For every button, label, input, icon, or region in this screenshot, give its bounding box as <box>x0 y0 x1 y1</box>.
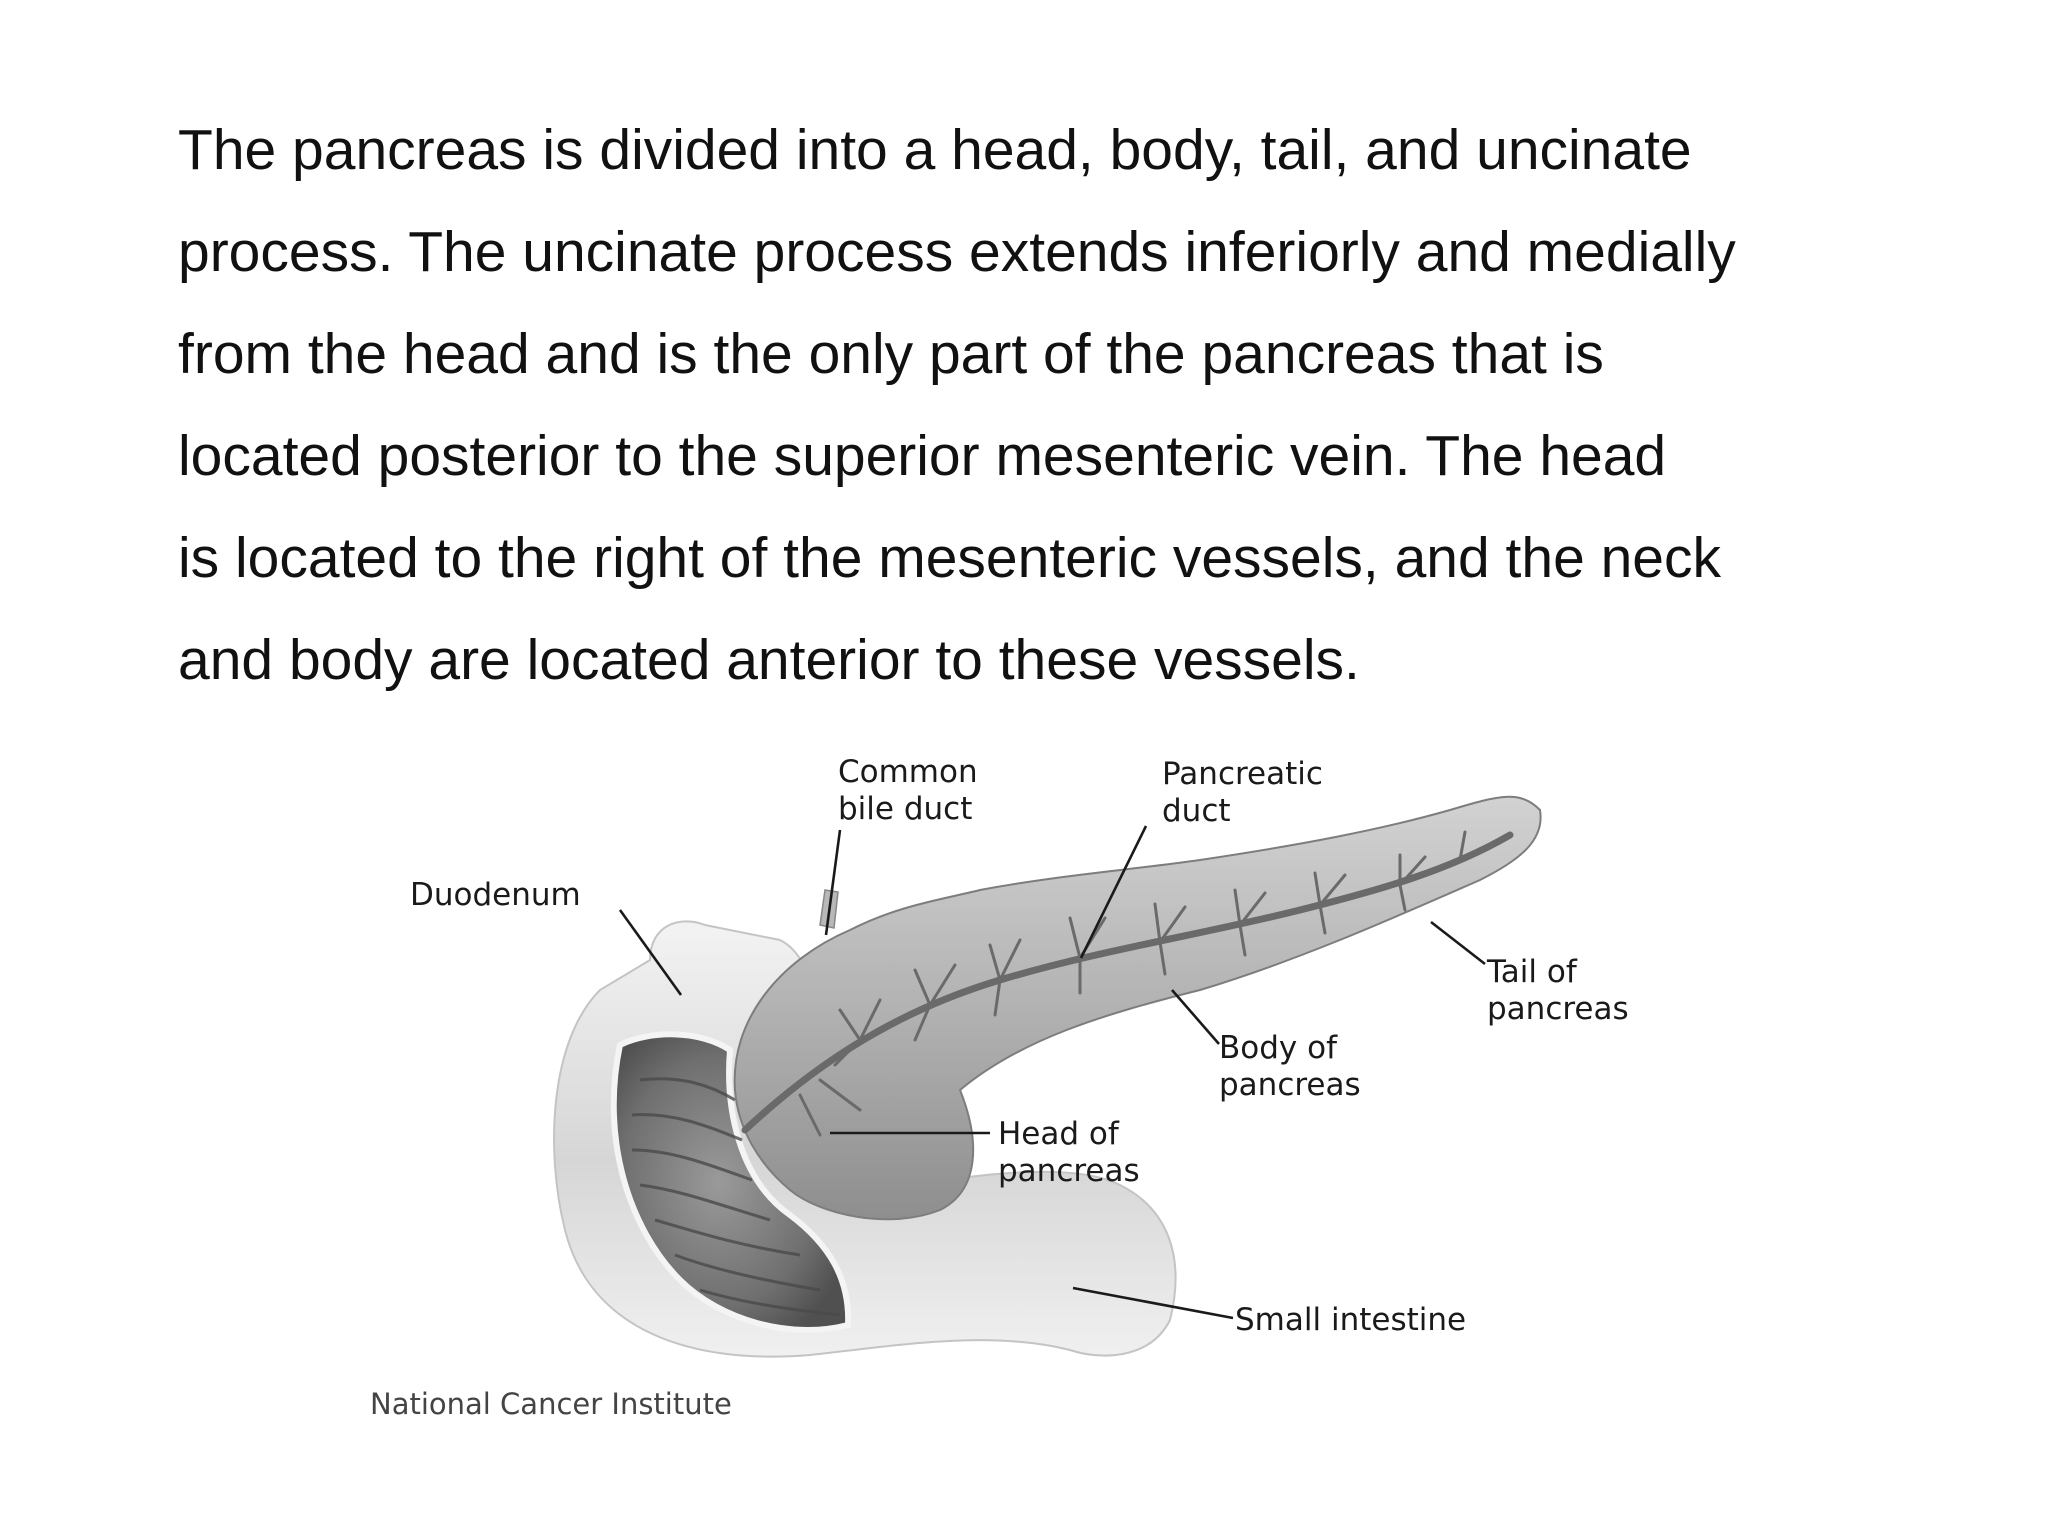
paragraph-line: from the head and is the only part of the pancreas that is <box>178 322 1604 386</box>
label-line: pancreas <box>1219 1067 1361 1103</box>
label-tail-of-pancreas <box>1486 954 1629 1027</box>
label-line: Pancreatic <box>1162 756 1323 792</box>
label-head-of-pancreas <box>998 1116 1140 1189</box>
figure-credit: National Cancer Institute <box>370 1387 732 1421</box>
label-line: Head of <box>998 1116 1119 1152</box>
label-line: pancreas <box>998 1153 1140 1189</box>
label-line: Common <box>838 754 978 790</box>
label-line: duct <box>1162 793 1231 829</box>
label-line: bile duct <box>838 791 973 827</box>
label-body-of-pancreas <box>1219 1030 1361 1103</box>
label-line: Body of <box>1219 1030 1337 1066</box>
paragraph-line: is located to the right of the mesenteric vessels, and the neck <box>178 526 1722 590</box>
label-line: pancreas <box>1487 991 1629 1027</box>
paragraph-line: located posterior to the superior mesenteric vein. The head <box>178 424 1667 488</box>
leader-line <box>1431 922 1485 964</box>
paragraph-line: and body are located anterior to these vessels. <box>178 628 1360 692</box>
label-line: Tail of <box>1487 954 1577 990</box>
label-duodenum: Duodenum <box>410 877 581 913</box>
label-common-bile-duct <box>838 754 987 827</box>
paragraph-line: The pancreas is divided into a head, body, tail, and uncinate <box>178 118 1692 182</box>
label-pancreatic-duct <box>1162 756 1333 829</box>
leader-line <box>1172 990 1219 1044</box>
paragraph-line: process. The uncinate process extends inferiorly and medially <box>178 220 1736 284</box>
label-small-intestine: Small intestine <box>1235 1302 1467 1338</box>
